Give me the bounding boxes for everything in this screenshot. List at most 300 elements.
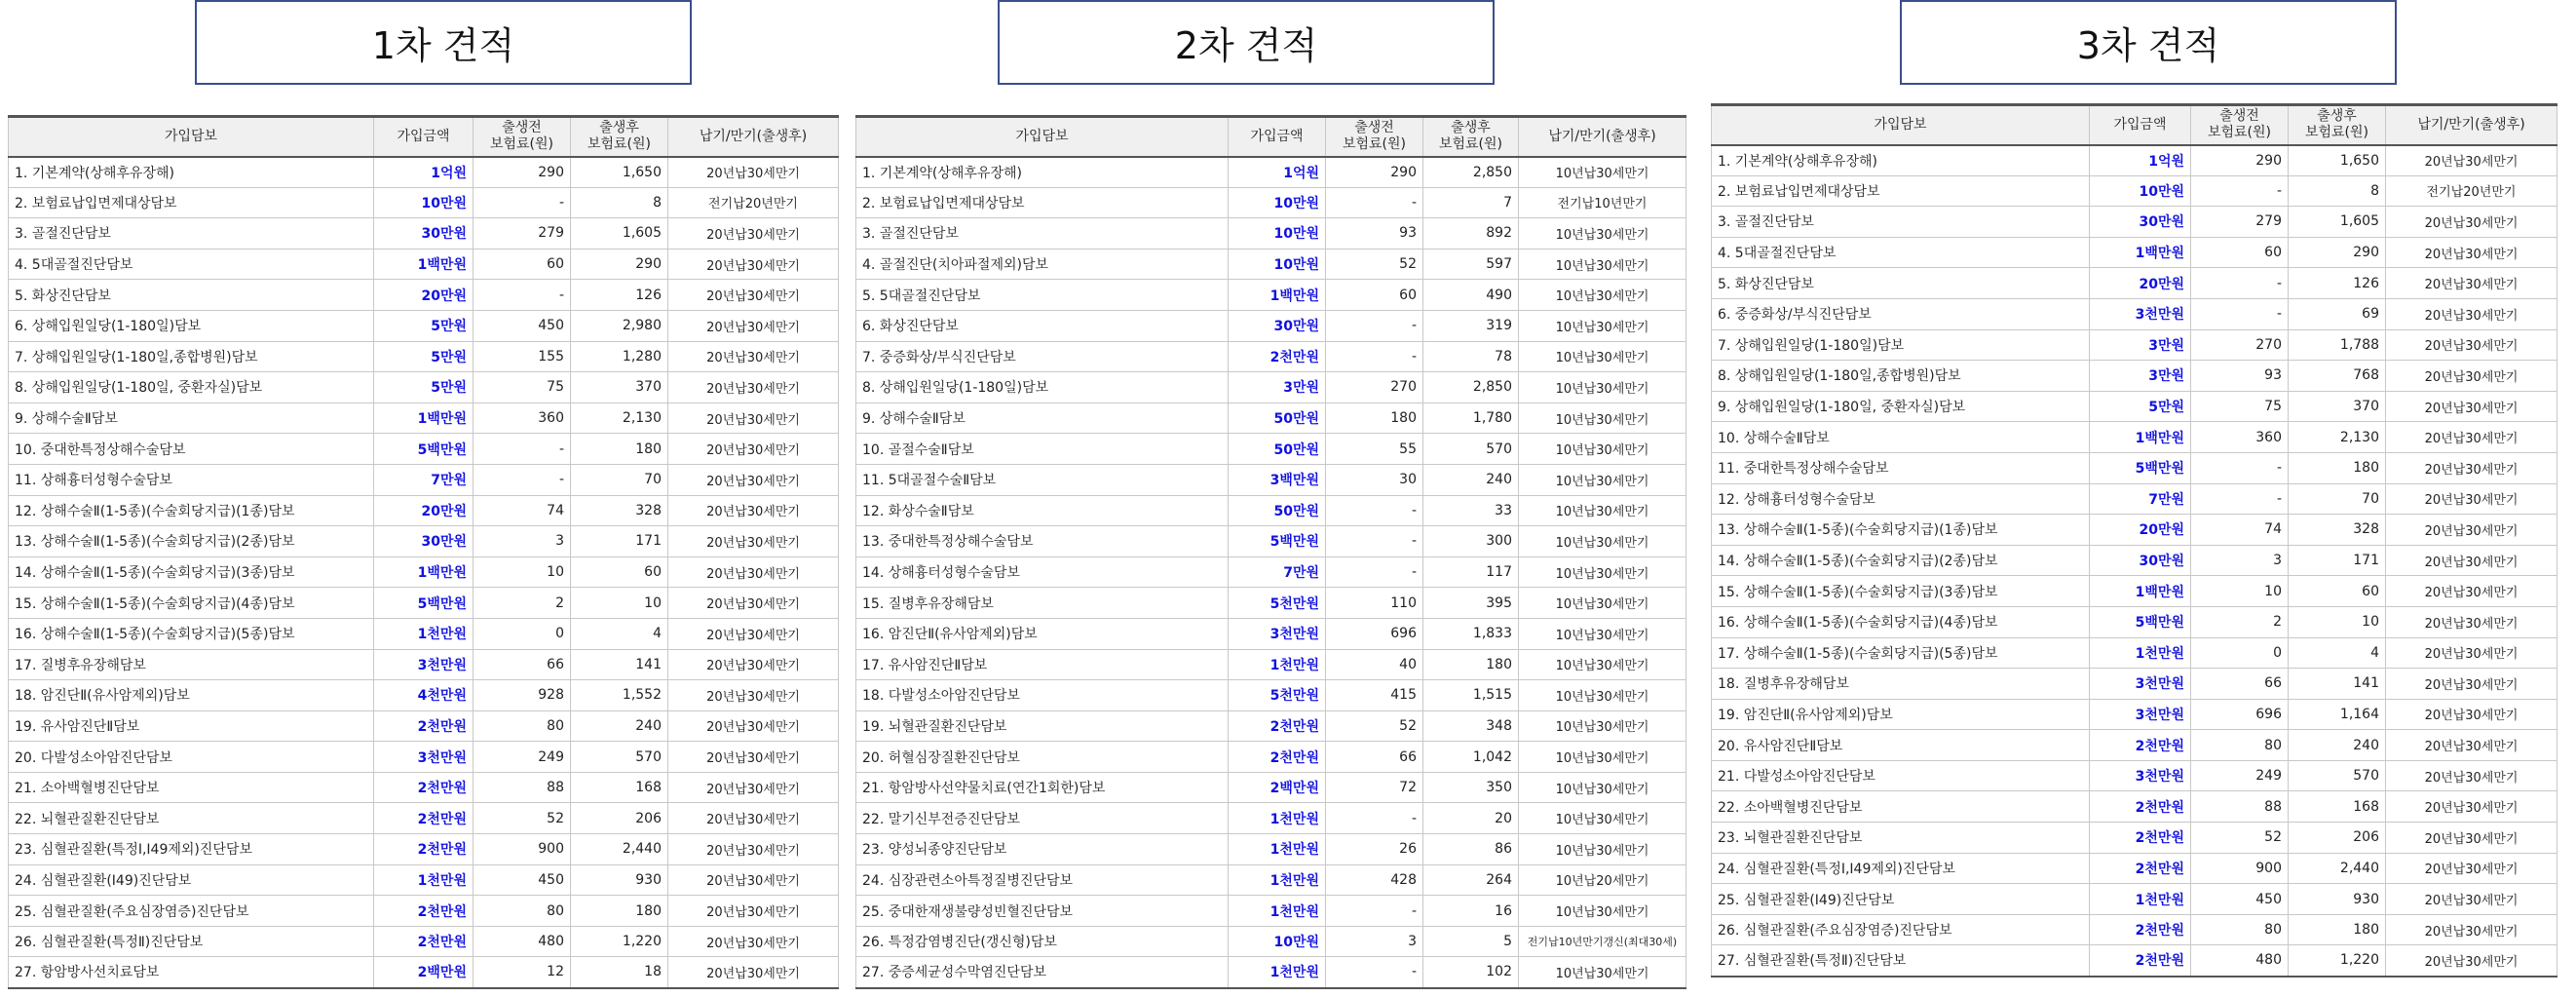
premium-after-birth: 180 — [2289, 914, 2386, 945]
premium-after-birth: 69 — [2289, 298, 2386, 329]
payment-term: 20년납30세만기 — [668, 710, 839, 742]
coverage-amount: 3만원 — [2090, 361, 2191, 392]
header-amount: 가입금액 — [2090, 105, 2191, 145]
coverage-name: 20. 허혈심장질환진단담보 — [856, 742, 1229, 773]
coverage-name: 16. 상해수술Ⅱ(1-5종)(수술회당지급)(4종)담보 — [1712, 606, 2090, 637]
coverage-amount: 20만원 — [2090, 268, 2191, 299]
table-row — [856, 957, 1686, 988]
premium-after-birth: 570 — [2289, 760, 2386, 791]
premium-after-birth: 180 — [571, 896, 668, 927]
table-row — [1712, 884, 2557, 915]
premium-after-birth: 1,220 — [2289, 945, 2386, 977]
table-row — [856, 464, 1686, 495]
premium-after-birth: 126 — [571, 280, 668, 311]
premium-before-birth: - — [1326, 187, 1423, 218]
table-row — [1712, 823, 2557, 854]
payment-term: 20년납30세만기 — [2386, 945, 2557, 977]
premium-after-birth: 171 — [2289, 545, 2386, 576]
table-row — [856, 649, 1686, 680]
table-row — [9, 403, 839, 434]
coverage-name: 18. 다발성소아암진단담보 — [856, 680, 1229, 711]
coverage-name: 10. 골절수술Ⅱ담보 — [856, 434, 1229, 465]
premium-before-birth: - — [1326, 341, 1423, 372]
coverage-name: 3. 골절진단담보 — [1712, 207, 2090, 238]
coverage-name: 1. 기본계약(상해후유장해) — [9, 157, 374, 188]
premium-after-birth: 1,780 — [1423, 403, 1519, 434]
payment-term: 20년납30세만기 — [668, 680, 839, 711]
header-premium-after-birth: 출생후 보험료(원) — [2289, 105, 2386, 145]
table-row — [1712, 945, 2557, 977]
coverage-amount: 1천만원 — [1229, 649, 1326, 680]
coverage-amount: 2천만원 — [2090, 730, 2191, 761]
coverage-amount: 5백만원 — [374, 434, 474, 465]
table-row — [9, 187, 839, 218]
payment-term: 20년납30세만기 — [2386, 914, 2557, 945]
table-row — [856, 218, 1686, 249]
coverage-name: 9. 상해수술Ⅱ담보 — [856, 403, 1229, 434]
payment-term: 20년납30세만기 — [668, 742, 839, 773]
payment-term: 20년납30세만기 — [668, 310, 839, 341]
premium-after-birth: 141 — [571, 649, 668, 680]
table-row — [856, 372, 1686, 403]
coverage-name: 5. 화상진단담보 — [9, 280, 374, 311]
premium-before-birth: 52 — [2191, 823, 2289, 854]
premium-after-birth: 350 — [1423, 772, 1519, 803]
coverage-name: 15. 상해수술Ⅱ(1-5종)(수술회당지급)(3종)담보 — [1712, 576, 2090, 607]
table-row — [9, 742, 839, 773]
payment-term: 20년납30세만기 — [2386, 637, 2557, 669]
coverage-amount: 20만원 — [2090, 515, 2191, 546]
header-premium-before-birth: 출생전 보험료(원) — [1326, 117, 1423, 157]
premium-after-birth: 1,605 — [2289, 207, 2386, 238]
coverage-name: 22. 말기신부전증진단담보 — [856, 803, 1229, 834]
premium-before-birth: 249 — [2191, 760, 2289, 791]
coverage-name: 6. 상해입원일당(1-180일)담보 — [9, 310, 374, 341]
coverage-name: 19. 뇌혈관질환진단담보 — [856, 710, 1229, 742]
payment-term: 10년납30세만기 — [1519, 157, 1686, 188]
table-row — [856, 926, 1686, 957]
coverage-name: 20. 유사암진단Ⅱ담보 — [1712, 730, 2090, 761]
payment-term: 20년납30세만기 — [668, 588, 839, 619]
table-row — [1712, 483, 2557, 515]
coverage-amount: 3만원 — [1229, 372, 1326, 403]
coverage-amount: 2천만원 — [1229, 710, 1326, 742]
coverage-name: 17. 질병후유장해담보 — [9, 649, 374, 680]
coverage-amount: 1천만원 — [1229, 834, 1326, 865]
premium-before-birth: 72 — [1326, 772, 1423, 803]
payment-term: 10년납20세만기 — [1519, 864, 1686, 896]
payment-term: 20년납30세만기 — [668, 495, 839, 526]
table-row — [856, 403, 1686, 434]
payment-term: 10년납30세만기 — [1519, 618, 1686, 649]
premium-before-birth: 40 — [1326, 649, 1423, 680]
payment-term: 20년납30세만기 — [668, 249, 839, 280]
premium-before-birth: - — [1326, 310, 1423, 341]
premium-after-birth: 395 — [1423, 588, 1519, 619]
header-premium-before-birth: 출생전 보험료(원) — [2191, 105, 2289, 145]
coverage-amount: 5백만원 — [2090, 452, 2191, 483]
coverage-name: 14. 상해수술Ⅱ(1-5종)(수술회당지급)(2종)담보 — [1712, 545, 2090, 576]
coverage-name: 13. 상해수술Ⅱ(1-5종)(수술회당지급)(1종)담보 — [1712, 515, 2090, 546]
premium-before-birth: 270 — [2191, 329, 2289, 361]
premium-before-birth: 75 — [474, 372, 571, 403]
coverage-name: 6. 중증화상/부식진단담보 — [1712, 298, 2090, 329]
premium-after-birth: 4 — [2289, 637, 2386, 669]
premium-before-birth: 480 — [474, 926, 571, 957]
premium-after-birth: 2,850 — [1423, 372, 1519, 403]
payment-term: 전기납10년만기갱신(최대30세) — [1519, 926, 1686, 957]
coverage-amount: 30만원 — [374, 526, 474, 557]
coverage-name: 9. 상해입원일당(1-180일, 중환자실)담보 — [1712, 391, 2090, 422]
coverage-amount: 5만원 — [2090, 391, 2191, 422]
premium-before-birth: 180 — [1326, 403, 1423, 434]
payment-term: 20년납30세만기 — [668, 803, 839, 834]
premium-after-birth: 768 — [2289, 361, 2386, 392]
coverage-amount: 5천만원 — [1229, 680, 1326, 711]
coverage-name: 5. 5대골절진단담보 — [856, 280, 1229, 311]
table-row — [856, 434, 1686, 465]
table-row — [9, 834, 839, 865]
table-row — [856, 618, 1686, 649]
coverage-amount: 1백만원 — [374, 556, 474, 588]
header-coverage: 가입담보 — [856, 117, 1229, 157]
coverage-name: 8. 상해입원일당(1-180일)담보 — [856, 372, 1229, 403]
coverage-name: 2. 보험료납입면제대상담보 — [9, 187, 374, 218]
premium-before-birth: 66 — [474, 649, 571, 680]
premium-before-birth: 360 — [474, 403, 571, 434]
coverage-amount: 1백만원 — [2090, 422, 2191, 453]
premium-after-birth: 2,440 — [571, 834, 668, 865]
coverage-name: 15. 상해수술Ⅱ(1-5종)(수술회당지급)(4종)담보 — [9, 588, 374, 619]
premium-before-birth: 249 — [474, 742, 571, 773]
premium-after-birth: 319 — [1423, 310, 1519, 341]
coverage-amount: 5만원 — [374, 372, 474, 403]
payment-term: 20년납30세만기 — [2386, 760, 2557, 791]
coverage-amount: 5만원 — [374, 341, 474, 372]
table-row — [856, 280, 1686, 311]
premium-before-birth: - — [2191, 298, 2289, 329]
premium-before-birth: - — [2191, 175, 2289, 207]
quote-2-title: 2차 견적 — [998, 0, 1495, 85]
coverage-name: 19. 암진단Ⅱ(유사암제외)담보 — [1712, 699, 2090, 730]
coverage-amount: 1백만원 — [374, 249, 474, 280]
premium-after-birth: 1,552 — [571, 680, 668, 711]
premium-before-birth: 80 — [2191, 914, 2289, 945]
table-row — [856, 896, 1686, 927]
coverage-name: 2. 보험료납입면제대상담보 — [1712, 175, 2090, 207]
payment-term: 20년납30세만기 — [668, 526, 839, 557]
payment-term: 20년납30세만기 — [668, 957, 839, 988]
premium-before-birth: 928 — [474, 680, 571, 711]
payment-term: 10년납30세만기 — [1519, 526, 1686, 557]
payment-term: 20년납30세만기 — [668, 864, 839, 896]
premium-before-birth: - — [474, 280, 571, 311]
coverage-amount: 3백만원 — [1229, 464, 1326, 495]
table-row — [9, 372, 839, 403]
premium-after-birth: 597 — [1423, 249, 1519, 280]
table-row — [1712, 237, 2557, 268]
coverage-amount: 1백만원 — [2090, 237, 2191, 268]
coverage-name: 24. 심장관련소아특정질병진단담보 — [856, 864, 1229, 896]
table-row — [856, 526, 1686, 557]
coverage-amount: 2천만원 — [374, 834, 474, 865]
payment-term: 20년납30세만기 — [668, 403, 839, 434]
premium-after-birth: 328 — [571, 495, 668, 526]
coverage-name: 27. 심혈관질환(특정Ⅱ)진단담보 — [1712, 945, 2090, 977]
premium-after-birth: 2,130 — [571, 403, 668, 434]
table-row — [856, 710, 1686, 742]
premium-before-birth: 80 — [474, 710, 571, 742]
coverage-amount: 1억원 — [374, 157, 474, 188]
coverage-amount: 50만원 — [1229, 495, 1326, 526]
coverage-amount: 1천만원 — [1229, 957, 1326, 988]
quote-3-table — [1711, 103, 2557, 978]
coverage-amount: 5백만원 — [2090, 606, 2191, 637]
table-row — [1712, 606, 2557, 637]
coverage-amount: 2백만원 — [374, 957, 474, 988]
coverage-amount: 7만원 — [2090, 483, 2191, 515]
payment-term: 20년납30세만기 — [2386, 145, 2557, 176]
premium-after-birth: 117 — [1423, 556, 1519, 588]
payment-term: 10년납30세만기 — [1519, 464, 1686, 495]
payment-term: 20년납30세만기 — [2386, 207, 2557, 238]
payment-term: 10년납30세만기 — [1519, 280, 1686, 311]
premium-before-birth: 88 — [2191, 791, 2289, 823]
premium-before-birth: 696 — [1326, 618, 1423, 649]
table-row — [1712, 914, 2557, 945]
premium-before-birth: - — [1326, 556, 1423, 588]
coverage-amount: 3천만원 — [2090, 699, 2191, 730]
coverage-amount: 1천만원 — [2090, 637, 2191, 669]
premium-after-birth: 370 — [571, 372, 668, 403]
premium-before-birth: 360 — [2191, 422, 2289, 453]
payment-term: 10년납30세만기 — [1519, 249, 1686, 280]
table-row — [856, 187, 1686, 218]
table-row — [856, 495, 1686, 526]
premium-after-birth: 240 — [2289, 730, 2386, 761]
premium-after-birth: 2,440 — [2289, 853, 2386, 884]
coverage-amount: 3천만원 — [2090, 298, 2191, 329]
table-row — [9, 249, 839, 280]
coverage-name: 17. 상해수술Ⅱ(1-5종)(수술회당지급)(5종)담보 — [1712, 637, 2090, 669]
table-row — [856, 834, 1686, 865]
table-row — [9, 495, 839, 526]
premium-after-birth: 1,220 — [571, 926, 668, 957]
premium-after-birth: 78 — [1423, 341, 1519, 372]
quote-3-title: 3차 견적 — [1900, 0, 2397, 85]
header-term: 납기/만기(출생후) — [2386, 105, 2557, 145]
payment-term: 20년납30세만기 — [2386, 361, 2557, 392]
coverage-name: 21. 소아백혈병진단담보 — [9, 772, 374, 803]
coverage-amount: 3천만원 — [2090, 669, 2191, 700]
payment-term: 10년납30세만기 — [1519, 896, 1686, 927]
premium-after-birth: 180 — [571, 434, 668, 465]
coverage-name: 20. 다발성소아암진단담보 — [9, 742, 374, 773]
coverage-name: 22. 뇌혈관질환진단담보 — [9, 803, 374, 834]
premium-after-birth: 1,042 — [1423, 742, 1519, 773]
table-row — [9, 680, 839, 711]
premium-after-birth: 8 — [571, 187, 668, 218]
premium-before-birth: 88 — [474, 772, 571, 803]
premium-after-birth: 168 — [571, 772, 668, 803]
premium-before-birth: 900 — [474, 834, 571, 865]
table-row — [1712, 175, 2557, 207]
premium-after-birth: 2,980 — [571, 310, 668, 341]
coverage-name: 15. 질병후유장해담보 — [856, 588, 1229, 619]
payment-term: 20년납30세만기 — [668, 218, 839, 249]
table-row — [1712, 545, 2557, 576]
table-row — [9, 310, 839, 341]
premium-before-birth: 74 — [2191, 515, 2289, 546]
coverage-amount: 2천만원 — [2090, 823, 2191, 854]
premium-before-birth: 0 — [2191, 637, 2289, 669]
payment-term: 20년납30세만기 — [668, 556, 839, 588]
table-row — [1712, 361, 2557, 392]
payment-term: 20년납30세만기 — [2386, 268, 2557, 299]
premium-after-birth: 20 — [1423, 803, 1519, 834]
premium-before-birth: 2 — [2191, 606, 2289, 637]
premium-after-birth: 892 — [1423, 218, 1519, 249]
coverage-name: 7. 상해입원일당(1-180일)담보 — [1712, 329, 2090, 361]
table-row — [1712, 669, 2557, 700]
payment-term: 20년납30세만기 — [2386, 669, 2557, 700]
coverage-amount: 1천만원 — [2090, 884, 2191, 915]
coverage-name: 14. 상해흉터성형수술담보 — [856, 556, 1229, 588]
coverage-name: 23. 뇌혈관질환진단담보 — [1712, 823, 2090, 854]
premium-after-birth: 7 — [1423, 187, 1519, 218]
coverage-amount: 3천만원 — [2090, 760, 2191, 791]
table-row — [856, 341, 1686, 372]
table-row — [9, 218, 839, 249]
premium-after-birth: 2,130 — [2289, 422, 2386, 453]
payment-term: 10년납30세만기 — [1519, 434, 1686, 465]
payment-term: 20년납30세만기 — [2386, 391, 2557, 422]
table-row — [1712, 637, 2557, 669]
coverage-amount: 5백만원 — [374, 588, 474, 619]
premium-after-birth: 570 — [571, 742, 668, 773]
coverage-name: 26. 심혈관질환(특정Ⅱ)진단담보 — [9, 926, 374, 957]
table-row — [9, 526, 839, 557]
premium-after-birth: 328 — [2289, 515, 2386, 546]
premium-after-birth: 206 — [571, 803, 668, 834]
table-row — [1712, 760, 2557, 791]
premium-before-birth: 3 — [474, 526, 571, 557]
payment-term: 10년납30세만기 — [1519, 834, 1686, 865]
coverage-name: 1. 기본계약(상해후유장해) — [856, 157, 1229, 188]
coverage-name: 12. 화상수술Ⅱ담보 — [856, 495, 1229, 526]
payment-term: 10년납30세만기 — [1519, 556, 1686, 588]
coverage-amount: 4천만원 — [374, 680, 474, 711]
premium-before-birth: 10 — [2191, 576, 2289, 607]
premium-before-birth: 290 — [474, 157, 571, 188]
premium-before-birth: - — [1326, 896, 1423, 927]
payment-term: 20년납30세만기 — [668, 464, 839, 495]
table-row — [856, 772, 1686, 803]
payment-term: 20년납30세만기 — [2386, 545, 2557, 576]
premium-before-birth: 155 — [474, 341, 571, 372]
header-premium-after-birth: 출생후 보험료(원) — [1423, 117, 1519, 157]
premium-after-birth: 930 — [2289, 884, 2386, 915]
coverage-name: 13. 상해수술Ⅱ(1-5종)(수술회당지급)(2종)담보 — [9, 526, 374, 557]
payment-term: 10년납30세만기 — [1519, 341, 1686, 372]
coverage-amount: 30만원 — [374, 218, 474, 249]
table-row — [1712, 268, 2557, 299]
premium-before-birth: 3 — [1326, 926, 1423, 957]
premium-before-birth: 60 — [2191, 237, 2289, 268]
coverage-name: 3. 골절진단담보 — [9, 218, 374, 249]
premium-after-birth: 141 — [2289, 669, 2386, 700]
payment-term: 20년납30세만기 — [2386, 699, 2557, 730]
table-row — [856, 742, 1686, 773]
payment-term: 20년납30세만기 — [668, 772, 839, 803]
coverage-amount: 2천만원 — [2090, 945, 2191, 977]
payment-term: 10년납30세만기 — [1519, 772, 1686, 803]
payment-term: 20년납30세만기 — [2386, 422, 2557, 453]
coverage-amount: 20만원 — [374, 495, 474, 526]
coverage-name: 25. 중대한재생불량성빈혈진단담보 — [856, 896, 1229, 927]
coverage-name: 11. 상해흉터성형수술담보 — [9, 464, 374, 495]
coverage-name: 14. 상해수술Ⅱ(1-5종)(수술회당지급)(3종)담보 — [9, 556, 374, 588]
premium-before-birth: - — [2191, 483, 2289, 515]
table-row — [1712, 699, 2557, 730]
coverage-amount: 30만원 — [2090, 545, 2191, 576]
premium-before-birth: - — [474, 434, 571, 465]
premium-before-birth: - — [1326, 803, 1423, 834]
premium-before-birth: 279 — [474, 218, 571, 249]
payment-term: 10년납30세만기 — [1519, 957, 1686, 988]
payment-term: 20년납30세만기 — [668, 372, 839, 403]
premium-before-birth: 110 — [1326, 588, 1423, 619]
coverage-amount: 3천만원 — [374, 649, 474, 680]
coverage-name: 4. 5대골절진단담보 — [1712, 237, 2090, 268]
premium-after-birth: 2,850 — [1423, 157, 1519, 188]
coverage-amount: 10만원 — [1229, 218, 1326, 249]
payment-term: 20년납30세만기 — [668, 341, 839, 372]
coverage-name: 12. 상해수술Ⅱ(1-5종)(수술회당지급)(1종)담보 — [9, 495, 374, 526]
coverage-amount: 20만원 — [374, 280, 474, 311]
payment-term: 10년납30세만기 — [1519, 803, 1686, 834]
coverage-name: 25. 심혈관질환(I49)진단담보 — [1712, 884, 2090, 915]
premium-after-birth: 5 — [1423, 926, 1519, 957]
coverage-name: 11. 중대한특정상해수술담보 — [1712, 452, 2090, 483]
coverage-amount: 10만원 — [1229, 249, 1326, 280]
coverage-amount: 2천만원 — [374, 803, 474, 834]
premium-after-birth: 16 — [1423, 896, 1519, 927]
table-row — [1712, 422, 2557, 453]
header-premium-before-birth: 출생전 보험료(원) — [474, 117, 571, 157]
coverage-name: 7. 중증화상/부식진단담보 — [856, 341, 1229, 372]
premium-after-birth: 240 — [1423, 464, 1519, 495]
payment-term: 전기납20년만기 — [668, 187, 839, 218]
coverage-name: 26. 심혈관질환(주요심장염증)진단담보 — [1712, 914, 2090, 945]
coverage-amount: 2천만원 — [1229, 341, 1326, 372]
premium-before-birth: - — [1326, 495, 1423, 526]
premium-after-birth: 300 — [1423, 526, 1519, 557]
premium-after-birth: 1,605 — [571, 218, 668, 249]
premium-after-birth: 1,650 — [2289, 145, 2386, 176]
premium-after-birth: 1,280 — [571, 341, 668, 372]
coverage-amount: 2천만원 — [374, 772, 474, 803]
premium-before-birth: 428 — [1326, 864, 1423, 896]
premium-after-birth: 1,515 — [1423, 680, 1519, 711]
premium-before-birth: 450 — [2191, 884, 2289, 915]
payment-term: 10년납30세만기 — [1519, 588, 1686, 619]
coverage-amount: 30만원 — [2090, 207, 2191, 238]
coverage-name: 21. 다발성소아암진단담보 — [1712, 760, 2090, 791]
coverage-name: 9. 상해수술Ⅱ담보 — [9, 403, 374, 434]
table-row — [1712, 515, 2557, 546]
coverage-amount: 10만원 — [1229, 926, 1326, 957]
